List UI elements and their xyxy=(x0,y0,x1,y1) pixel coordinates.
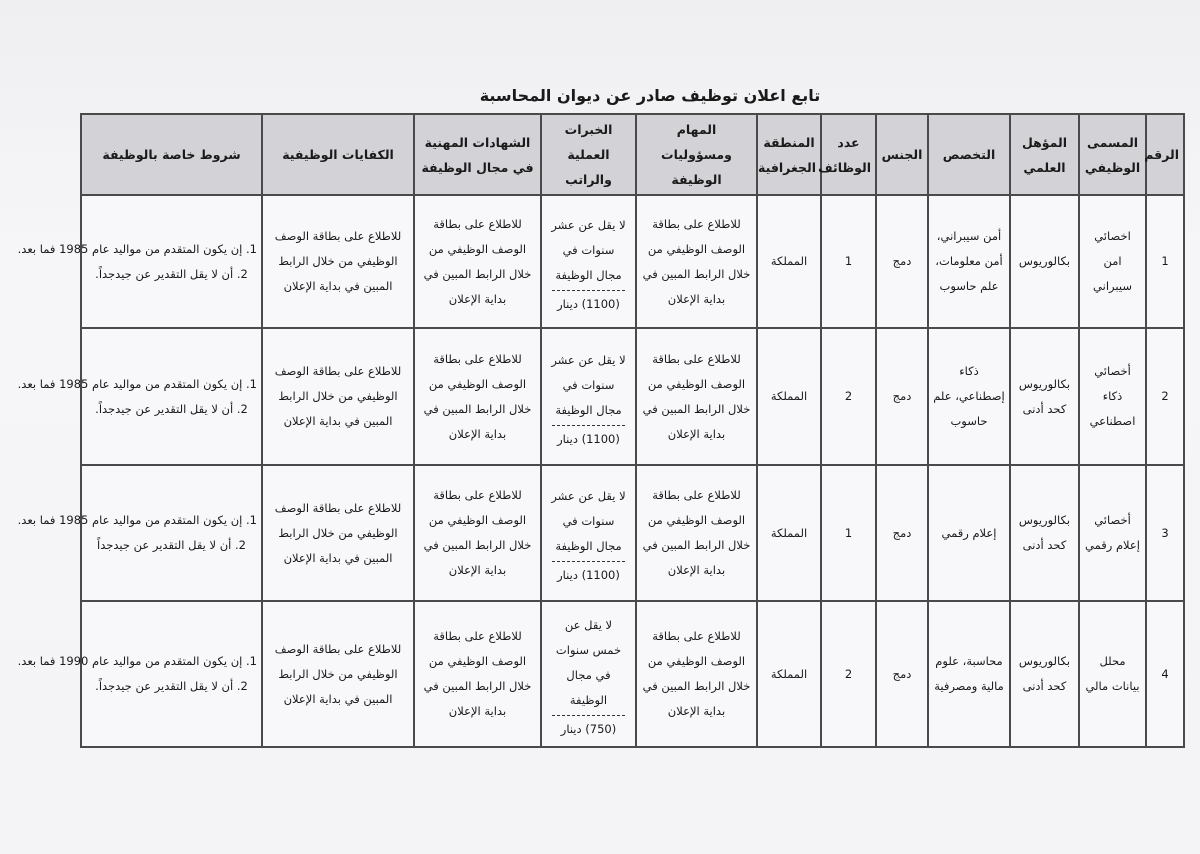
header-num: الرقم xyxy=(1146,114,1184,195)
salary-text: (750) دينار xyxy=(552,715,625,740)
experience-text: لا يقل عن خمس سنوات في مجال الوظيفة xyxy=(555,617,622,707)
cell-conditions xyxy=(17,195,262,328)
cell-competencies: للاطلاع على بطاقة الوصف الوظيفي من خلال الرابط المبين في بداية الإعلان xyxy=(262,601,414,747)
table-row xyxy=(81,195,1184,328)
cell-duties: للاطلاع على بطاقة الوصف الوظيفي من خلال الرابط المبين في بداية الإعلان xyxy=(636,465,757,601)
cell-specialization: محاسبة، علوم مالية ومصرفية xyxy=(928,601,1010,747)
condition-1: 1. إن يكون المتقدم من مواليد عام 1985 فما بعد. xyxy=(17,241,257,256)
cell-qualification: بكالوريوس كحد أدنى xyxy=(1010,465,1079,601)
cell-count: 2 xyxy=(821,328,876,465)
header-gender: الجنس xyxy=(876,114,928,195)
header-conditions: شروط خاصة بالوظيفة xyxy=(81,114,262,195)
cell-experience xyxy=(541,465,636,601)
cell-region: المملكة xyxy=(757,601,821,747)
document-title: تابع اعلان توظيف صادر عن ديوان المحاسبة xyxy=(479,86,821,105)
cell-competencies: للاطلاع على بطاقة الوصف الوظيفي من خلال الرابط المبين في بداية الإعلان xyxy=(262,328,414,465)
salary-text: (1100) دينار xyxy=(552,561,625,586)
cell-qualification: بكالوريوس xyxy=(1010,195,1079,328)
cell-job-title: أخصائي ذكاء اصطناعي xyxy=(1079,328,1146,465)
table-row xyxy=(81,465,1184,601)
cell-experience xyxy=(541,601,636,747)
condition-1: 1. إن يكون المتقدم من مواليد عام 1985 فما بعد. xyxy=(17,513,257,527)
experience-text: لا يقل عن عشر سنوات في مجال الوظيفة xyxy=(551,489,626,553)
experience-text: لا يقل عن عشر سنوات في مجال الوظيفة xyxy=(551,352,626,417)
cell-job-title: اخصائي امن سيبراني xyxy=(1079,195,1146,328)
table-row xyxy=(81,601,1184,747)
cell-job-title: أخصائي إعلام رقمي xyxy=(1079,465,1146,601)
header-count: عدد الوظائف xyxy=(821,114,876,195)
salary-text: (1100) دينار xyxy=(552,290,625,315)
cell-competencies: للاطلاع على بطاقة الوصف الوظيفي من خلال الرابط المبين في بداية الإعلان xyxy=(262,465,414,601)
cell-duties: للاطلاع على بطاقة الوصف الوظيفي من خلال الرابط المبين في بداية الإعلان xyxy=(636,195,757,328)
jobs-table xyxy=(17,113,1185,748)
cell-gender: دمج xyxy=(876,328,928,465)
header-job-title: المسمى الوظيفي xyxy=(1079,114,1146,195)
cell-gender: دمج xyxy=(876,465,928,601)
header-competencies: الكفايات الوظيفية xyxy=(262,114,414,195)
cell-gender: دمج xyxy=(876,195,928,328)
condition-2: 2. أن لا يقل التقدير عن جيدجداً xyxy=(97,538,246,552)
cell-certificates: للاطلاع على بطاقة الوصف الوظيفي من خلال الرابط المبين في بداية الإعلان xyxy=(414,328,541,465)
cell-experience xyxy=(541,328,636,465)
header-region: المنطقة الجغرافية xyxy=(757,114,821,195)
header-experience: الخبرات العملية والراتب xyxy=(541,114,636,195)
condition-2: 2. أن لا يقل التقدير عن جيدجداً. xyxy=(95,401,248,416)
table-header-row xyxy=(81,114,1184,195)
cell-region: المملكة xyxy=(757,328,821,465)
header-duties: المهام ومسؤوليات الوظيفة xyxy=(636,114,757,195)
cell-conditions xyxy=(17,465,262,601)
cell-num: 4 xyxy=(1146,601,1184,747)
cell-num: 1 xyxy=(1146,195,1184,328)
condition-1: 1. إن يكون المتقدم من مواليد عام 1990 فما بعد. xyxy=(17,654,257,668)
cell-specialization: ذكاء إصطناعي، علم حاسوب xyxy=(928,328,1010,465)
cell-specialization: إعلام رقمي xyxy=(928,465,1010,601)
cell-qualification: بكالوريوس كحد أدنى xyxy=(1010,601,1079,747)
cell-count: 2 xyxy=(821,601,876,747)
header-certificates: الشهادات المهنية في مجال الوظيفة xyxy=(414,114,541,195)
salary-text: (1100) دينار xyxy=(552,425,625,450)
table-row xyxy=(81,328,1184,465)
condition-2: 2. أن لا يقل التقدير عن جيدجداً. xyxy=(95,266,248,281)
cell-qualification: بكالوريوس كحد أدنى xyxy=(1010,328,1079,465)
cell-conditions xyxy=(17,601,262,747)
condition-1: 1. إن يكون المتقدم من مواليد عام 1985 فما بعد. xyxy=(17,376,257,391)
cell-competencies: للاطلاع على بطاقة الوصف الوظيفي من خلال الرابط المبين في بداية الإعلان xyxy=(262,195,414,328)
cell-certificates: للاطلاع على بطاقة الوصف الوظيفي من خلال الرابط المبين في بداية الإعلان xyxy=(414,195,541,328)
cell-certificates: للاطلاع على بطاقة الوصف الوظيفي من خلال الرابط المبين في بداية الإعلان xyxy=(414,465,541,601)
cell-duties: للاطلاع على بطاقة الوصف الوظيفي من خلال الرابط المبين في بداية الإعلان xyxy=(636,601,757,747)
header-specialization: التخصص xyxy=(928,114,1010,195)
cell-count: 1 xyxy=(821,195,876,328)
cell-experience xyxy=(541,195,636,328)
cell-job-title: محلل بيانات مالي xyxy=(1079,601,1146,747)
cell-certificates: للاطلاع على بطاقة الوصف الوظيفي من خلال الرابط المبين في بداية الإعلان xyxy=(414,601,541,747)
cell-num: 2 xyxy=(1146,328,1184,465)
header-qualification: المؤهل العلمي xyxy=(1010,114,1079,195)
cell-region: المملكة xyxy=(757,195,821,328)
cell-conditions xyxy=(17,328,262,465)
cell-specialization: أمن سيبراني، أمن معلومات، علم حاسوب xyxy=(928,195,1010,328)
cell-num: 3 xyxy=(1146,465,1184,601)
cell-duties: للاطلاع على بطاقة الوصف الوظيفي من خلال الرابط المبين في بداية الإعلان xyxy=(636,328,757,465)
cell-count: 1 xyxy=(821,465,876,601)
cell-gender: دمج xyxy=(876,601,928,747)
experience-text: لا يقل عن عشر سنوات في مجال الوظيفة xyxy=(551,217,626,282)
condition-2: 2. أن لا يقل التقدير عن جيدجداً. xyxy=(95,679,248,693)
cell-region: المملكة xyxy=(757,465,821,601)
